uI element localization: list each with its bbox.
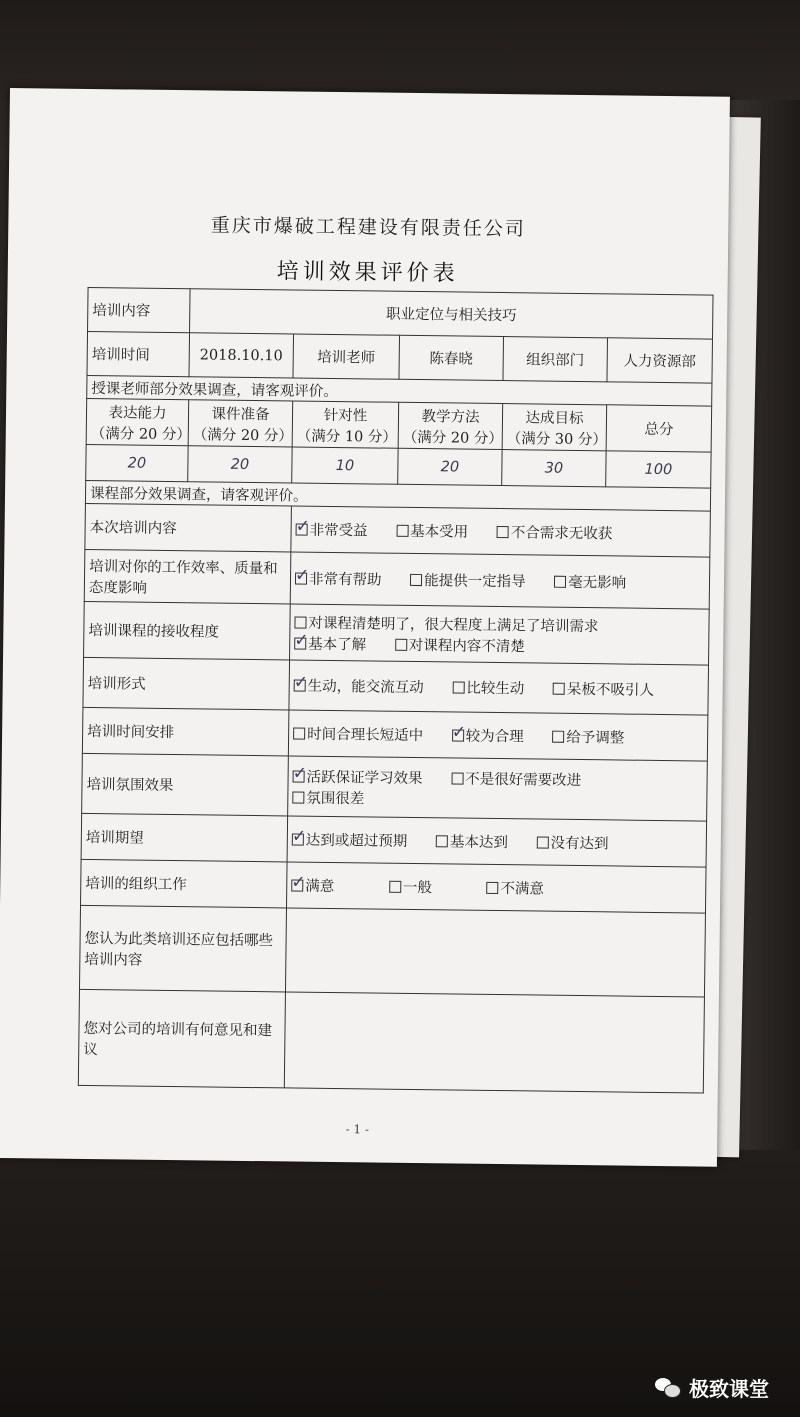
option-label: 毫无影响 xyxy=(568,574,627,592)
question-row xyxy=(81,859,707,913)
score-header-4 xyxy=(398,402,503,449)
question-options xyxy=(290,604,710,665)
checkbox-icon[interactable] xyxy=(497,526,509,538)
score-max: （满分 10 分） xyxy=(296,428,398,446)
score-name: 课件准备 xyxy=(211,405,270,423)
checkbox-icon[interactable] xyxy=(410,574,422,586)
score-header-5 xyxy=(502,404,607,451)
score-name: 总分 xyxy=(644,421,674,439)
score-header-3 xyxy=(292,401,399,448)
score-header-6 xyxy=(606,405,712,452)
score-header-2 xyxy=(188,400,293,447)
section-teacher-heading: 授课老师部分效果调查，请客观评价。 xyxy=(87,375,712,406)
option-label: 不是很好需要改进 xyxy=(465,771,582,789)
option-checkbox[interactable] xyxy=(294,675,424,698)
option-label: 不合需求无收获 xyxy=(510,525,613,543)
score-header-1 xyxy=(86,398,192,445)
checkbox-icon[interactable] xyxy=(294,616,306,628)
score-value-2[interactable]: 20 xyxy=(188,446,292,483)
option-checkbox[interactable] xyxy=(296,519,368,541)
option-checkbox[interactable] xyxy=(452,676,524,698)
checkbox-icon[interactable] xyxy=(486,882,498,894)
open-question-row xyxy=(78,989,704,1093)
time-row xyxy=(87,331,713,383)
question-row xyxy=(84,601,710,665)
option-checkbox[interactable] xyxy=(292,786,364,808)
option-label: 满意 xyxy=(305,878,335,896)
score-header-row xyxy=(86,398,712,452)
option-label: 基本达到 xyxy=(449,834,509,852)
checkbox-icon[interactable] xyxy=(293,728,305,740)
open-question-label: 您对公司的培训有何意见和建议 xyxy=(78,989,285,1088)
checkbox-checked-icon[interactable] xyxy=(452,729,464,741)
score-value-5[interactable]: 30 xyxy=(502,450,606,487)
open-question-row xyxy=(79,905,705,997)
score-value-total[interactable]: 100 xyxy=(606,451,711,488)
time-value: 2018.10.10 xyxy=(189,333,294,378)
checkbox-icon[interactable] xyxy=(554,576,566,588)
watermark xyxy=(655,1372,769,1402)
option-label: 基本了解 xyxy=(308,636,367,653)
option-label: 没有达到 xyxy=(550,835,609,853)
option-checkbox[interactable] xyxy=(452,724,524,746)
option-checkbox[interactable] xyxy=(536,831,608,853)
time-label: 培训时间 xyxy=(87,331,190,376)
question-options xyxy=(290,552,710,609)
option-checkbox[interactable] xyxy=(396,520,468,542)
option-label: 比较生动 xyxy=(466,680,525,698)
checkbox-checked-icon[interactable] xyxy=(294,680,306,692)
option-checkbox[interactable] xyxy=(292,829,408,851)
dept-label: 组织部门 xyxy=(503,337,608,382)
option-label: 呆板不吸引人 xyxy=(566,681,654,699)
checkbox-icon[interactable] xyxy=(292,791,304,803)
option-checkbox[interactable] xyxy=(436,830,508,852)
checkbox-icon[interactable] xyxy=(395,638,407,650)
question-label: 培训对你的工作效率、质量和态度影响 xyxy=(84,549,291,604)
question-label: 培训时间安排 xyxy=(82,707,289,756)
option-checkbox[interactable] xyxy=(553,678,654,700)
checkbox-checked-icon[interactable] xyxy=(294,637,306,649)
option-label: 对课程内容不清楚 xyxy=(408,637,525,655)
evaluation-table xyxy=(78,287,714,1094)
option-checkbox[interactable] xyxy=(294,632,366,654)
score-name: 达成目标 xyxy=(525,409,584,427)
checkbox-icon[interactable] xyxy=(451,772,463,784)
checkbox-icon[interactable] xyxy=(553,683,565,695)
content-row xyxy=(88,287,714,339)
evaluation-form-sheet xyxy=(0,88,730,1167)
question-label: 培训的组织工作 xyxy=(81,859,288,908)
option-label: 能提供一定指导 xyxy=(424,573,526,591)
option-label: 给予调整 xyxy=(566,729,625,747)
score-name: 表达能力 xyxy=(108,404,167,422)
option-label: 时间合理长短适中 xyxy=(307,726,424,745)
option-checkbox[interactable] xyxy=(554,571,626,593)
score-name: 针对性 xyxy=(323,407,368,424)
content-value: 职业定位与相关技巧 xyxy=(190,289,714,339)
option-label: 活跃保证学习效果 xyxy=(306,769,423,787)
question-options xyxy=(291,506,711,557)
question-row xyxy=(85,503,711,557)
checkbox-icon[interactable] xyxy=(552,731,564,743)
option-label: 一般 xyxy=(402,879,432,897)
option-label: 氛围很差 xyxy=(306,790,365,807)
score-max: （满分 20 分） xyxy=(90,425,192,443)
question-label: 培训氛围效果 xyxy=(82,753,289,816)
wechat-icon xyxy=(655,1376,681,1398)
option-checkbox[interactable] xyxy=(552,726,624,748)
score-value-4[interactable]: 20 xyxy=(398,448,502,485)
option-checkbox[interactable] xyxy=(486,877,544,899)
open-question-answer[interactable] xyxy=(284,992,704,1093)
option-checkbox[interactable] xyxy=(292,765,422,788)
company-name: 重庆市爆破工程建设有限责任公司 xyxy=(210,214,526,241)
option-checkbox[interactable] xyxy=(291,874,334,896)
question-options xyxy=(289,660,709,715)
checkbox-checked-icon[interactable] xyxy=(296,524,308,536)
question-row xyxy=(81,813,707,867)
option-label: 较为合理 xyxy=(465,728,524,746)
checkbox-icon[interactable] xyxy=(536,836,548,848)
option-label: 达到或超过预期 xyxy=(305,832,408,850)
option-label: 基本受用 xyxy=(410,523,469,541)
option-checkbox[interactable] xyxy=(451,767,581,790)
score-max: （满分 20 分） xyxy=(192,426,294,444)
option-label: 非常受益 xyxy=(309,522,368,540)
option-checkbox[interactable] xyxy=(410,569,526,591)
section-course-heading: 课程部分效果调查，请客观评价。 xyxy=(85,480,710,511)
option-checkbox[interactable] xyxy=(295,568,382,590)
open-question-answer[interactable] xyxy=(285,908,705,997)
checkbox-icon[interactable] xyxy=(436,835,448,847)
checkbox-checked-icon[interactable] xyxy=(293,770,305,782)
question-options xyxy=(287,862,707,913)
checkbox-icon[interactable] xyxy=(396,525,408,537)
question-row xyxy=(82,707,708,761)
content-label: 培训内容 xyxy=(88,287,191,332)
checkbox-checked-icon[interactable] xyxy=(292,833,304,845)
question-label: 培训课程的接收程度 xyxy=(84,601,291,660)
question-label: 培训期望 xyxy=(81,813,288,862)
checkbox-icon[interactable] xyxy=(452,681,464,693)
option-label: 对课程清楚明了，很大程度上满足了培训需求 xyxy=(308,615,599,635)
question-row xyxy=(82,753,708,821)
dept-value: 人力资源部 xyxy=(607,338,713,383)
checkbox-checked-icon[interactable] xyxy=(291,879,303,891)
option-label: 生动，能交流互动 xyxy=(307,678,424,697)
form-title: 培训效果评价表 xyxy=(276,259,459,287)
score-max: （满分 30 分） xyxy=(506,430,608,448)
question-row xyxy=(83,657,709,715)
option-label: 不满意 xyxy=(500,881,545,898)
option-checkbox[interactable] xyxy=(389,876,432,898)
option-checkbox[interactable] xyxy=(497,521,613,543)
page-number: - 1 - xyxy=(345,1122,370,1137)
checkbox-checked-icon[interactable] xyxy=(295,573,307,585)
question-options xyxy=(288,710,708,761)
score-name: 教学方法 xyxy=(421,408,480,426)
score-value-3[interactable]: 10 xyxy=(292,447,398,484)
score-max: （满分 20 分） xyxy=(402,429,504,447)
question-label: 培训形式 xyxy=(83,657,290,710)
question-row xyxy=(84,549,710,609)
question-label: 本次培训内容 xyxy=(85,503,292,552)
question-options xyxy=(287,816,707,867)
option-checkbox[interactable] xyxy=(293,723,423,746)
question-options xyxy=(288,756,708,821)
teacher-value: 陈春晓 xyxy=(399,335,504,380)
option-label: 非常有帮助 xyxy=(308,571,382,589)
teacher-label: 培训老师 xyxy=(293,334,400,379)
checkbox-icon[interactable] xyxy=(389,881,401,893)
watermark-text: 极致课堂 xyxy=(689,1376,769,1401)
score-value-1[interactable]: 20 xyxy=(86,444,188,481)
open-question-label: 您认为此类培训还应包括哪些培训内容 xyxy=(79,905,286,992)
option-checkbox[interactable] xyxy=(395,633,525,656)
